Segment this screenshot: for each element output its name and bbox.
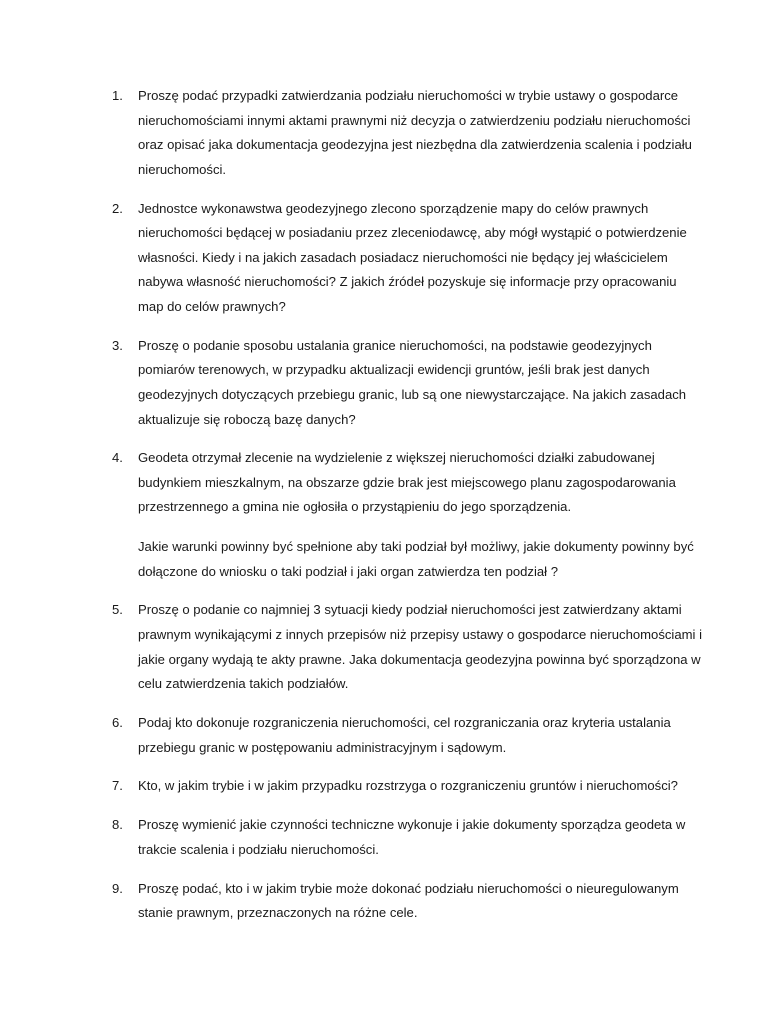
- item-text: Proszę podać, kto i w jakim trybie może dokonać podziału nieruchomości o nieuregulowanym stanie prawnym, przeznaczonych na różne cele.: [138, 880, 679, 921]
- item-text: Jednostce wykonawstwa geodezyjnego zlecono sporządzenie mapy do celów prawnych nieruchomości będącej w posiadaniu przez zleceniodawcę, aby mógł wystąpić o potwierdzenie własności. Kiedy i na jakich zasadach posiadacz nieruchomości nie będący jej właścicielem nabywa własność nieruchomości? Z jakich źródeł pozyskuje się informacje przy opracowaniu map do celów prawnych?: [138, 200, 687, 314]
- item-number: 4.: [112, 450, 123, 466]
- list-item: [112, 334, 702, 432]
- item-text: Geodeta otrzymał zlecenie na wydzielenie z większej nieruchomości działki zabudowanej budynkiem mieszkalnym, na obszarze gdzie brak jest miejscowego planu zagospodarowania przestrzennego a gmina nie ogłosiła o przystąpieniu do jego sporządzenia.: [138, 450, 676, 515]
- item-text: Proszę o podanie co najmniej 3 sytuacji kiedy podział nieruchomości jest zatwierdzany aktami prawnym wynikającymi z innych przepisów niż przepisy ustawy o gospodarce nieruchomościami i jakie organy wydają te akty prawne. Jaka dokumentacja geodezyjna powinna być sporządzona w celu zatwierdzenia takich podziałów.: [138, 602, 702, 692]
- item-text: Proszę o podanie sposobu ustalania granice nieruchomości, na podstawie geodezyjnych pomiarów terenowych, w przypadku aktualizacji ewidencji gruntów, jeśli brak jest danych geodezyjnych dotyczących przebiegu granic, lub są one niewystarczające. Na jakich zasadach aktualizuje się roboczą bazę danych?: [138, 337, 687, 427]
- item-number: 2.: [112, 200, 123, 216]
- item-number: 1.: [112, 88, 123, 103]
- list-item: [112, 774, 702, 799]
- item-number: 7.: [112, 778, 123, 794]
- list-item: [112, 84, 702, 182]
- item-number: 5.: [112, 602, 123, 618]
- list-item: [112, 446, 702, 584]
- question-list: [112, 84, 702, 940]
- list-item: [112, 711, 702, 760]
- item-number: 3.: [112, 337, 123, 353]
- item-text-continuation: Jakie warunki powinny być spełnione aby taki podział był możliwy, jakie dokumenty powinny być dołączone do wniosku o taki podział i jaki organ zatwierdza ten podział ?: [138, 539, 694, 579]
- item-number: 6.: [112, 715, 123, 730]
- list-item: [112, 598, 702, 696]
- item-text: Proszę wymienić jakie czynności techniczne wykonuje i jakie dokumenty sporządza geodeta w trakcie scalenia i podziału nieruchomości.: [138, 817, 686, 857]
- list-item: [112, 877, 702, 926]
- list-item: [112, 197, 702, 320]
- list-item: [112, 813, 702, 862]
- item-number: 8.: [112, 817, 123, 833]
- item-text: Proszę podać przypadki zatwierdzania podziału nieruchomości w trybie ustawy o gospodarce nieruchomościami innymi aktami prawnymi niż decyzja o zatwierdzeniu podziału nieruchomości oraz opisać jaka dokumentacja geodezyjna jest niezbędna dla zatwierdzenia scalenia i podziału nieruchomości.: [138, 88, 692, 177]
- item-text: Podaj kto dokonuje rozgraniczenia nieruchomości, cel rozgraniczania oraz kryteria ustalania przebiegu granic w postępowaniu administracyjnym i sądowym.: [138, 715, 671, 755]
- item-text: Kto, w jakim trybie i w jakim przypadku rozstrzyga o rozgraniczeniu gruntów i nieruchomości?: [138, 778, 678, 794]
- item-number: 9.: [112, 880, 123, 896]
